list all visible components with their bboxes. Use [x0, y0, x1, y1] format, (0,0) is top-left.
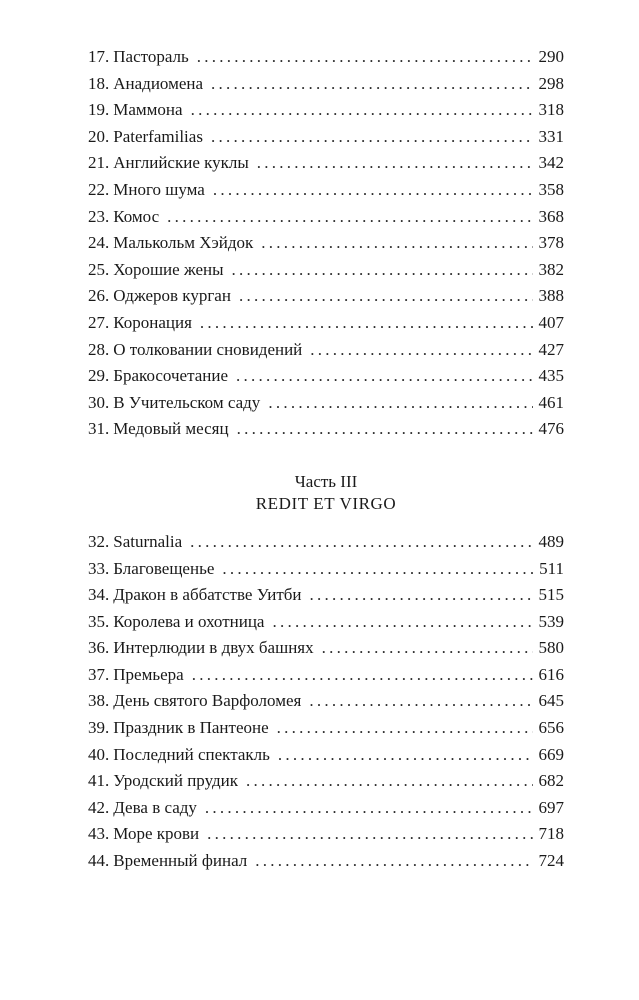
- entry-title: Малькольм Хэйдок: [113, 233, 254, 253]
- entry-title: Пастораль: [113, 47, 189, 66]
- toc-entry: [88, 635, 564, 662]
- entry-number: 36.: [88, 638, 110, 658]
- entry-title: Хорошие жены: [113, 259, 224, 279]
- toc-entry: [88, 529, 564, 556]
- entry-number: 43.: [88, 824, 110, 844]
- toc-entry: [88, 715, 564, 742]
- entry-page-number: 645: [538, 691, 564, 711]
- toc-entry: [88, 204, 564, 231]
- entry-number: 18.: [88, 73, 110, 93]
- dot-leader: [205, 795, 533, 822]
- entry-title: Интерлюдии в двух башнях: [113, 638, 314, 658]
- entry-number: 19.: [88, 100, 110, 120]
- entry-page-number: 298: [538, 73, 564, 93]
- dot-leader: [268, 390, 532, 417]
- toc-entry: [88, 44, 564, 71]
- entry-page-number: 669: [538, 744, 564, 764]
- entry-number: 28.: [88, 339, 110, 359]
- entry-number: 40.: [88, 744, 110, 764]
- entry-page-number: 539: [538, 611, 564, 631]
- entry-title: Премьера: [113, 664, 184, 684]
- entry-page-number: 461: [538, 392, 564, 412]
- entry-title: Комос: [113, 206, 160, 226]
- part-heading: [88, 471, 564, 515]
- entry-number: 22.: [88, 179, 110, 199]
- dot-leader: [167, 204, 532, 231]
- entry-number: 17.: [88, 47, 110, 66]
- dot-leader: [257, 150, 533, 177]
- dot-leader: [322, 635, 533, 662]
- entry-number: 35.: [88, 611, 110, 631]
- entry-page-number: 580: [538, 638, 564, 658]
- entry-title: Королева и охотница: [113, 611, 265, 631]
- toc-entry: [88, 310, 564, 337]
- dot-leader: [211, 71, 532, 98]
- entry-number: 20.: [88, 126, 110, 146]
- dot-leader: [272, 609, 532, 636]
- entry-title: Временный финал: [113, 851, 248, 871]
- toc-entry: [88, 337, 564, 364]
- toc-entry: [88, 363, 564, 390]
- toc-entry: [88, 257, 564, 284]
- entry-number: 38.: [88, 691, 110, 711]
- entry-title: Дракон в аббатстве Уитби: [113, 585, 302, 605]
- toc-entry: [88, 768, 564, 795]
- entry-number: 25.: [88, 259, 110, 279]
- entry-number: 26.: [88, 286, 110, 306]
- dot-leader: [246, 768, 532, 795]
- entry-title: Коронация: [113, 312, 192, 332]
- toc-list-part-two: [88, 44, 564, 443]
- entry-number: 27.: [88, 312, 110, 332]
- entry-page-number: 435: [538, 366, 564, 386]
- entry-page-number: 378: [538, 233, 564, 253]
- toc-entry: [88, 795, 564, 822]
- dot-leader: [236, 363, 533, 390]
- entry-page-number: 318: [538, 100, 564, 120]
- entry-page-number: 331: [538, 126, 564, 146]
- entry-number: 32.: [88, 531, 110, 551]
- toc-entry: [88, 848, 564, 875]
- entry-title: Много шума: [113, 179, 205, 199]
- toc-entry: [88, 688, 564, 715]
- toc-entry: [88, 150, 564, 177]
- entry-page-number: 388: [538, 286, 564, 306]
- toc-entry: [88, 582, 564, 609]
- entry-title: Маммона: [113, 100, 183, 120]
- toc-entry: [88, 662, 564, 689]
- entry-page-number: 718: [538, 824, 564, 844]
- entry-page-number: 358: [538, 179, 564, 199]
- dot-leader: [192, 662, 533, 689]
- toc-entry: [88, 230, 564, 257]
- entry-number: 29.: [88, 366, 110, 386]
- entry-number: 34.: [88, 585, 110, 605]
- entry-page-number: 407: [538, 312, 564, 332]
- toc-list-part-three: [88, 529, 564, 875]
- entry-title: Море крови: [113, 824, 200, 844]
- entry-title: Saturnalia: [113, 531, 183, 551]
- toc-entry: [88, 742, 564, 769]
- dot-leader: [310, 337, 532, 364]
- entry-title: Уродский прудик: [113, 771, 239, 791]
- entry-title: Праздник в Пантеоне: [113, 718, 269, 738]
- dot-leader: [213, 177, 533, 204]
- toc-entry: [88, 416, 564, 443]
- entry-page-number: 724: [538, 851, 564, 871]
- dot-leader: [222, 556, 533, 583]
- dot-leader: [277, 715, 533, 742]
- entry-page-number: 656: [538, 718, 564, 738]
- entry-page-number: 427: [538, 339, 564, 359]
- entry-title: Paterfamilias: [113, 126, 203, 146]
- entry-page-number: 511: [539, 558, 564, 578]
- dot-leader: [237, 416, 533, 443]
- dot-leader: [191, 97, 533, 124]
- dot-leader: [310, 582, 533, 609]
- entry-page-number: 382: [538, 259, 564, 279]
- entry-page-number: 682: [538, 771, 564, 791]
- part-title: REDIT ET VIRGO: [255, 493, 397, 513]
- toc-entry: [88, 390, 564, 417]
- entry-number: 41.: [88, 771, 110, 791]
- entry-number: 42.: [88, 797, 110, 817]
- entry-number: 44.: [88, 851, 110, 871]
- entry-page-number: 489: [538, 531, 564, 551]
- toc-entry: [88, 124, 564, 151]
- entry-page-number: 290: [538, 47, 564, 66]
- part-label: Часть III: [294, 471, 358, 491]
- dot-leader: [211, 124, 533, 151]
- dot-leader: [197, 44, 533, 71]
- dot-leader: [200, 310, 533, 337]
- entry-page-number: 342: [538, 153, 564, 173]
- entry-number: 21.: [88, 153, 110, 173]
- dot-leader: [255, 848, 532, 875]
- entry-number: 33.: [88, 558, 110, 578]
- entry-number: 24.: [88, 233, 110, 253]
- dot-leader: [309, 688, 532, 715]
- toc-entry: [88, 177, 564, 204]
- dot-leader: [232, 257, 533, 284]
- entry-title: Благовещенье: [113, 558, 215, 578]
- entry-title: Английские куклы: [113, 153, 249, 173]
- entry-title: Последний спектакль: [113, 744, 270, 764]
- toc-entry: [88, 609, 564, 636]
- toc-entry: [88, 283, 564, 310]
- entry-page-number: 616: [538, 664, 564, 684]
- dot-leader: [207, 821, 532, 848]
- entry-title: В Учительском саду: [113, 392, 261, 412]
- entry-number: 37.: [88, 664, 110, 684]
- entry-number: 23.: [88, 206, 110, 226]
- entry-title: Бракосочетание: [113, 366, 228, 386]
- entry-title: День святого Варфоломея: [113, 691, 302, 711]
- entry-number: 30.: [88, 392, 110, 412]
- dot-leader: [190, 529, 532, 556]
- dot-leader: [261, 230, 532, 257]
- dot-leader: [278, 742, 533, 769]
- entry-number: 31.: [88, 419, 110, 439]
- entry-title: Медовый месяц: [113, 419, 229, 439]
- entry-page-number: 476: [538, 419, 564, 439]
- dot-leader: [239, 283, 533, 310]
- entry-title: Анадиомена: [113, 73, 204, 93]
- entry-title: Оджеров курган: [113, 286, 231, 306]
- toc-entry: [88, 97, 564, 124]
- entry-title: Дева в саду: [113, 797, 197, 817]
- entry-page-number: 515: [538, 585, 564, 605]
- table-of-contents-page: [88, 44, 564, 875]
- entry-page-number: 697: [538, 797, 564, 817]
- toc-entry: [88, 71, 564, 98]
- toc-entry: [88, 821, 564, 848]
- toc-entry: [88, 556, 564, 583]
- entry-page-number: 368: [538, 206, 564, 226]
- entry-title: О толковании сновидений: [113, 339, 303, 359]
- entry-number: 39.: [88, 718, 110, 738]
